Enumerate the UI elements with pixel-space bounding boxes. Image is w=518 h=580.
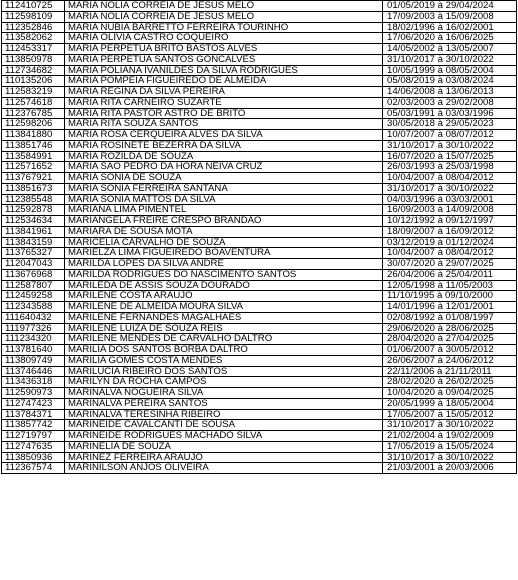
person-name-cell: MARICELIA CARVALHO DE SOUZA [65, 237, 383, 248]
table-row [2, 173, 517, 184]
service-period-cell: 11/10/1995 à 09/10/2000 [383, 291, 517, 302]
table-row [2, 162, 517, 173]
table-row [2, 87, 517, 98]
person-name-cell: MARIA POLIANA IVANILDES DA SILVA RODRIGUES [65, 65, 383, 76]
person-name-cell: MARIA NUBIA BARRETTO FERREIRA TOURINHO [65, 22, 383, 33]
table-row [2, 11, 517, 22]
record-id-cell: 112376785 [2, 108, 65, 119]
record-id-cell: 113851673 [2, 183, 65, 194]
person-name-cell: MARIA SONIA FERREIRA SANTANA [65, 183, 383, 194]
record-id-cell: 113584991 [2, 151, 65, 162]
record-id-cell: 112534634 [2, 216, 65, 227]
service-period-cell: 17/05/2019 à 15/05/2024 [383, 441, 517, 452]
record-id-cell: 112574618 [2, 97, 65, 108]
record-id-cell: 113582062 [2, 33, 65, 44]
person-name-cell: MARINELIA DE SOUZA [65, 441, 383, 452]
record-id-cell: 113746446 [2, 366, 65, 377]
service-period-cell: 01/06/2007 à 30/05/2012 [383, 345, 517, 356]
record-id-cell: 113765327 [2, 248, 65, 259]
person-name-cell: MARIANA LIMA PIMENTEL [65, 205, 383, 216]
record-id-cell: 113676968 [2, 269, 65, 280]
table-row [2, 226, 517, 237]
service-period-cell: 02/03/2003 à 29/02/2008 [383, 97, 517, 108]
table-row [2, 65, 517, 76]
service-period-cell: 10/07/2007 à 08/07/2012 [383, 130, 517, 141]
service-period-cell: 10/04/2020 à 09/04/2025 [383, 388, 517, 399]
record-id-cell: 112592878 [2, 205, 65, 216]
record-id-cell: 113841961 [2, 226, 65, 237]
table-row [2, 259, 517, 270]
service-period-cell: 26/06/2007 à 24/06/2012 [383, 355, 517, 366]
table-row [2, 22, 517, 33]
record-id-cell: 112367574 [2, 463, 65, 474]
service-period-cell: 18/02/1996 à 16/02/2001 [383, 22, 517, 33]
service-period-cell: 17/05/2007 à 15/05/2012 [383, 409, 517, 420]
table-row [2, 76, 517, 87]
person-name-cell: MARILUCIA RIBEIRO DOS SANTOS [65, 366, 383, 377]
service-period-cell: 17/06/2020 à 16/06/2025 [383, 33, 517, 44]
person-name-cell: MARIA RITA SOUZA SANTOS [65, 119, 383, 130]
record-id-cell: 112719797 [2, 431, 65, 442]
service-period-cell: 17/09/2003 à 15/09/2008 [383, 11, 517, 22]
person-name-cell: MARIA PERPETUA SANTOS GONCALVES [65, 54, 383, 65]
table-row [2, 205, 517, 216]
person-name-cell: MARINEIDE CAVALCANTI DE SOUSA [65, 420, 383, 431]
record-id-cell: 112047043 [2, 259, 65, 270]
table-row [2, 1, 517, 12]
service-period-cell: 12/05/1998 à 11/05/2003 [383, 280, 517, 291]
record-id-cell: 112352846 [2, 22, 65, 33]
record-id-cell: 113843159 [2, 237, 65, 248]
record-id-cell: 113850978 [2, 54, 65, 65]
record-id-cell: 112734682 [2, 65, 65, 76]
service-period-cell: 28/02/2020 à 26/02/2025 [383, 377, 517, 388]
person-name-cell: MARINALVA TERESINHA RIBEIRO [65, 409, 383, 420]
person-name-cell: MARIA SONIA MATTOS DA SILVA [65, 194, 383, 205]
service-period-cell: 14/05/2002 à 13/05/2007 [383, 44, 517, 55]
table-row [2, 312, 517, 323]
record-id-cell: 112571652 [2, 162, 65, 173]
record-id-cell: 112598206 [2, 119, 65, 130]
person-name-cell: MARILIA DOS SANTOS BORBA DALTRO [65, 345, 383, 356]
record-id-cell: 111234320 [2, 334, 65, 345]
person-name-cell: MARILENE LUIZA DE SOUZA REIS [65, 323, 383, 334]
service-period-cell: 31/10/2017 à 30/10/2022 [383, 54, 517, 65]
person-name-cell: MARIA ROZILDA DE SOUZA [65, 151, 383, 162]
table-row [2, 269, 517, 280]
service-period-cell: 10/05/1999 à 08/05/2004 [383, 65, 517, 76]
person-name-cell: MARIARA DE SOUSA MOTA [65, 226, 383, 237]
person-name-cell: MARIA ROSINETE BEZERRA DA SILVA [65, 140, 383, 151]
service-period-cell: 20/05/1999 à 18/05/2004 [383, 398, 517, 409]
table-row [2, 33, 517, 44]
record-id-cell: 112343588 [2, 302, 65, 313]
service-period-cell: 21/02/2004 à 19/02/2009 [383, 431, 517, 442]
table-row [2, 194, 517, 205]
service-period-cell: 28/04/2020 à 27/04/2025 [383, 334, 517, 345]
table-row [2, 409, 517, 420]
records-table [1, 0, 517, 474]
service-period-cell: 05/08/2019 à 03/08/2024 [383, 76, 517, 87]
person-name-cell: MARILEDA DE ASSIS SOUZA DOURADO [65, 280, 383, 291]
record-id-cell: 113781640 [2, 345, 65, 356]
table-row [2, 452, 517, 463]
record-id-cell: 112410725 [2, 1, 65, 12]
record-id-cell: 112587807 [2, 280, 65, 291]
table-row [2, 97, 517, 108]
record-id-cell: 112598109 [2, 11, 65, 22]
table-row [2, 431, 517, 442]
record-id-cell: 113784371 [2, 409, 65, 420]
table-row [2, 388, 517, 399]
table-row [2, 323, 517, 334]
person-name-cell: MARIA SONIA DE SOUZA [65, 173, 383, 184]
table-row [2, 302, 517, 313]
table-row [2, 345, 517, 356]
person-name-cell: MARIANGELA FREIRE CRESPO BRANDAO [65, 216, 383, 227]
table-row [2, 463, 517, 474]
table-row [2, 237, 517, 248]
record-id-cell: 113857742 [2, 420, 65, 431]
person-name-cell: MARILENE MENDES DE CARVALHO DALTRO [65, 334, 383, 345]
person-name-cell: MARILIA GOMES COSTA MENDES [65, 355, 383, 366]
table-row [2, 366, 517, 377]
person-name-cell: MARIA OLIVIA CASTRO COQUEIRO [65, 33, 383, 44]
record-id-cell: 113809749 [2, 355, 65, 366]
record-id-cell: 112747635 [2, 441, 65, 452]
table-row [2, 334, 517, 345]
person-name-cell: MARIA REGINA DA SILVA PEREIRA [65, 87, 383, 98]
person-name-cell: MARIELZA LIMA FIGUEIREDO BOAVENTURA [65, 248, 383, 259]
service-period-cell: 14/01/1996 à 12/01/2001 [383, 302, 517, 313]
service-period-cell: 26/04/2006 à 25/04/2011 [383, 269, 517, 280]
record-id-cell: 113850936 [2, 452, 65, 463]
service-period-cell: 02/08/1992 à 01/08/1997 [383, 312, 517, 323]
record-id-cell: 113436318 [2, 377, 65, 388]
record-id-cell: 112747423 [2, 398, 65, 409]
person-name-cell: MARILDA LOPES DA SILVA ANDRE [65, 259, 383, 270]
table-row [2, 44, 517, 55]
person-name-cell: MARILENE FERNANDES MAGALHAES [65, 312, 383, 323]
table-row [2, 108, 517, 119]
table-row [2, 441, 517, 452]
service-period-cell: 10/04/2007 à 08/04/2012 [383, 173, 517, 184]
person-name-cell: MARINALVA PEREIRA SANTOS [65, 398, 383, 409]
person-name-cell: MARIA PERPETUA BRITO BASTOS ALVES [65, 44, 383, 55]
service-period-cell: 31/10/2017 à 30/10/2022 [383, 420, 517, 431]
person-name-cell: MARIA POMPEIA FIGUEIREDO DE ALMEIDA [65, 76, 383, 87]
person-name-cell: MARIA RITA CARNEIRO SUZARTE [65, 97, 383, 108]
service-period-cell: 14/06/2008 à 13/06/2013 [383, 87, 517, 98]
record-id-cell: 112459258 [2, 291, 65, 302]
person-name-cell: MARINEZ FERREIRA ARAUJO [65, 452, 383, 463]
table-row [2, 216, 517, 227]
record-id-cell: 112385548 [2, 194, 65, 205]
service-period-cell: 31/10/2017 à 30/10/2022 [383, 140, 517, 151]
person-name-cell: MARINEIDE RODRIGUES MACHADO SILVA [65, 431, 383, 442]
service-period-cell: 22/11/2006 à 21/11/2011 [383, 366, 517, 377]
service-period-cell: 21/03/2001 à 20/03/2006 [383, 463, 517, 474]
table-row [2, 183, 517, 194]
person-name-cell: MARILDA RODRIGUES DO NASCIMENTO SANTOS [65, 269, 383, 280]
table-row [2, 280, 517, 291]
record-id-cell: 112453317 [2, 44, 65, 55]
person-name-cell: MARIA RITA PASTOR ASTRO DE BRITO [65, 108, 383, 119]
table-row [2, 398, 517, 409]
service-period-cell: 05/03/1991 à 03/03/1996 [383, 108, 517, 119]
service-period-cell: 10/04/2007 à 08/04/2012 [383, 248, 517, 259]
service-period-cell: 29/06/2020 à 28/06/2025 [383, 323, 517, 334]
person-name-cell: MARILYN DA ROCHA CAMPOS [65, 377, 383, 388]
record-id-cell: 110135206 [2, 76, 65, 87]
service-period-cell: 10/12/1992 à 09/12/1997 [383, 216, 517, 227]
person-name-cell: MARINILSON ANJOS OLIVEIRA [65, 463, 383, 474]
service-period-cell: 04/03/1996 à 03/03/2001 [383, 194, 517, 205]
record-id-cell: 113851746 [2, 140, 65, 151]
record-id-cell: 113841880 [2, 130, 65, 141]
records-table-body [2, 1, 517, 474]
table-row [2, 291, 517, 302]
table-row [2, 355, 517, 366]
service-period-cell: 31/10/2017 à 30/10/2022 [383, 452, 517, 463]
service-period-cell: 18/09/2007 à 16/09/2012 [383, 226, 517, 237]
table-row [2, 151, 517, 162]
service-period-cell: 16/09/2003 à 14/09/2008 [383, 205, 517, 216]
person-name-cell: MARIA NOLIA CORREIA DE JESUS MELO [65, 11, 383, 22]
table-row [2, 130, 517, 141]
record-id-cell: 112590973 [2, 388, 65, 399]
person-name-cell: MARIA ROSA CERQUEIRA ALVES DA SILVA [65, 130, 383, 141]
table-row [2, 140, 517, 151]
service-period-cell: 16/07/2020 à 15/07/2025 [383, 151, 517, 162]
record-id-cell: 113767921 [2, 173, 65, 184]
record-id-cell: 112583219 [2, 87, 65, 98]
table-row [2, 119, 517, 130]
person-name-cell: MARINALVA NOGUEIRA SILVA [65, 388, 383, 399]
person-name-cell: MARILENE DE ALMEIDA MOURA SILVA [65, 302, 383, 313]
person-name-cell: MARILENE COSTA ARAUJO [65, 291, 383, 302]
person-name-cell: MARIA NOLIA CORREIA DE JESUS MELO [65, 1, 383, 12]
service-period-cell: 26/03/1993 à 25/03/1998 [383, 162, 517, 173]
table-row [2, 54, 517, 65]
service-period-cell: 30/05/2018 à 29/05/2023 [383, 119, 517, 130]
service-period-cell: 03/12/2019 à 01/12/2024 [383, 237, 517, 248]
table-row [2, 420, 517, 431]
service-period-cell: 01/05/2019 à 29/04/2024 [383, 1, 517, 12]
service-period-cell: 30/07/2020 à 29/07/2025 [383, 259, 517, 270]
record-id-cell: 111640432 [2, 312, 65, 323]
table-row [2, 377, 517, 388]
table-row [2, 248, 517, 259]
service-period-cell: 31/10/2017 à 30/10/2022 [383, 183, 517, 194]
person-name-cell: MARIA SAO PEDRO DA HORA NEIVA CRUZ [65, 162, 383, 173]
record-id-cell: 111977326 [2, 323, 65, 334]
